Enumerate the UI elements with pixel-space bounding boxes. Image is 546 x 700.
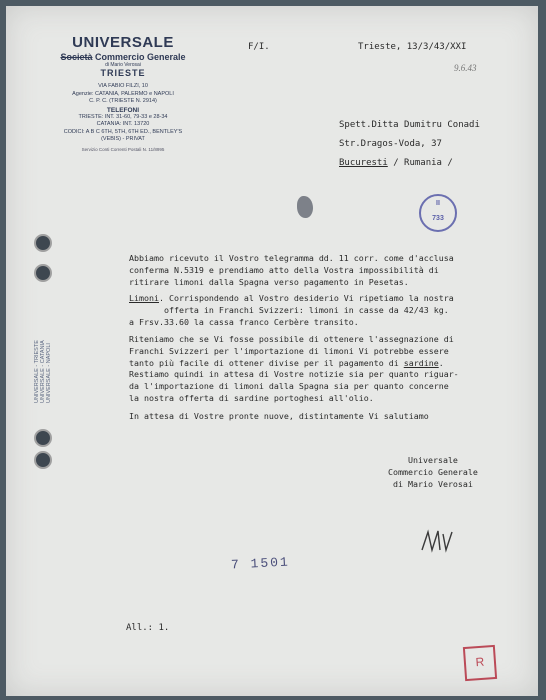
punch-hole-lower <box>34 429 52 447</box>
telephone-heading: TELEFONI <box>106 106 140 114</box>
phone-catania: CATANIA: INT. 13720 <box>96 121 150 127</box>
paragraph-1: Abbiamo ricevuto il Vostro telegramma dd. 11 corr. come d'acclusa conferma N.5319 e prendiamo atto della Vostra impossibilità di ritirare limoni dalla Spagna verso pagamento in Pesetas. <box>129 253 454 287</box>
registration-stamp <box>419 194 457 232</box>
company-city: TRIESTE <box>100 68 146 78</box>
paragraph-3-text-a: Riteniamo che se Vi fosse possibile di ottenere l'assegnazione di Franchi Svizzeri per l'importazione di limoni Vi potrebbe essere tanto più facile di ottener divise per il pagamento di <box>129 334 454 368</box>
red-stamp: R <box>463 645 497 681</box>
recipient-city <box>339 158 453 168</box>
recipient-country: / Rumania / <box>387 158 453 168</box>
cpc-line: C. P. C. (TRIESTE N. 2914) <box>89 98 157 104</box>
margin-line-1: UNIVERSALE - TRIESTE <box>34 340 40 403</box>
margin-line-2: UNIVERSALE - CATANIA <box>40 340 46 403</box>
subtitle-text: Commercio Generale <box>94 52 186 62</box>
paragraph-3 <box>129 334 524 405</box>
stamp-top: II <box>436 200 440 207</box>
handwritten-signature <box>418 526 458 556</box>
margin-line-3: UNIVERSALE - NAPOLI <box>46 343 52 403</box>
phone-trieste: TRIESTE: INT. 31-60, 79-33 e 28-34 <box>78 113 168 120</box>
punch-hole-upper <box>34 264 52 282</box>
lemons-heading: Limoni <box>129 293 159 303</box>
agencies-line: Agenzie: CATANIA, PALERMO e NAPOLI <box>72 90 174 97</box>
bank-line: Servizio Conti Correnti Postali N. 11/8995 <box>81 146 165 152</box>
margin-vertical-text <box>34 313 52 413</box>
codes-line-2: (VEBIS) - PRIVAT <box>101 136 145 142</box>
sardines-word: sardine <box>403 357 439 368</box>
struck-word: Società <box>60 52 93 62</box>
company-subtitle <box>28 52 218 62</box>
owner-line: di Mario Verosai <box>105 62 141 68</box>
recipient-city-name: Bucuresti <box>339 158 388 168</box>
paragraph-2-text: . Corrispondendo al Vostro desiderio Vi ripetiamo la nostra offerta in Franchi Svizzeri: limoni in casse da 42/43 kg. a Frsv.33.60 la cassa franco Cerbère transito. <box>129 293 454 327</box>
recipient-name: Spett.Ditta Dumitru Conadi <box>339 120 480 130</box>
registration-number: 7 1501 <box>230 554 291 573</box>
codes-line: CODICI: A B C 6TH, 5TH, 6TH ED., BENTLEY'S <box>63 128 183 135</box>
street-address: VIA FABIO FILZI, 10 <box>98 83 148 89</box>
punch-hole-bottom <box>34 451 52 469</box>
letter-page <box>6 6 538 696</box>
reference-code: F/I. <box>248 42 270 52</box>
place-date: Trieste, 13/3/43/XXI <box>358 42 467 52</box>
recipient-street: Str.Dragos-Voda, 37 <box>339 139 442 149</box>
ink-blot <box>297 196 313 218</box>
handwritten-date: 9.6.43 <box>454 63 477 73</box>
signature-block: Universale Commercio Generale di Mario Verosai <box>388 455 478 489</box>
paragraph-3-text-b: . Restiamo quindi in attesa di Vostre notizie sia per quanto riguar- da l'importazione di limoni dalla Spagna sia per quanto concerne la nostra offerta di sardine portoghesi all'olio. <box>129 357 459 403</box>
company-name: UNIVERSALE <box>72 34 174 51</box>
paragraph-2 <box>129 293 524 328</box>
letterhead <box>28 34 218 152</box>
stamp-bottom: 733 <box>432 215 444 222</box>
punch-hole-top <box>34 234 52 252</box>
attachments-line: All.: 1. <box>126 623 170 633</box>
closing-line: In attesa di Vostre pronte nuove, distintamente Vi salutiamo <box>129 411 429 421</box>
